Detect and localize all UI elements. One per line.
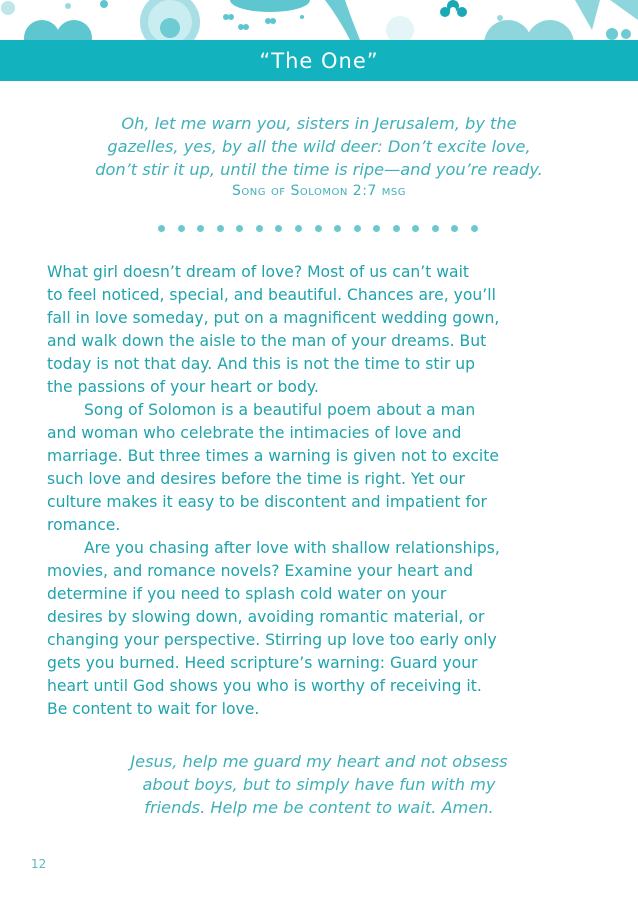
body-line: Are you chasing after love with shallow relationships, [84,539,500,557]
dot-icon [354,225,361,232]
dot-icon [412,225,419,232]
paragraph-3 [47,537,597,721]
body-line: to feel noticed, special, and beautiful. Chances are, you’ll [47,286,496,304]
heart-icon [223,14,304,30]
dot-icon [432,225,439,232]
chapter-title-banner [0,40,638,81]
dot-icon [295,225,302,232]
dot-icon [334,225,341,232]
body-line: culture makes it easy to be discontent and impatient for [47,493,487,511]
page-number: 12 [31,857,47,871]
dot-icon [197,225,204,232]
paragraph-2 [47,399,597,537]
dot-icon [373,225,380,232]
epigraph-quote [40,112,598,201]
decorative-header-pattern [0,0,638,40]
devotional-body [47,261,597,721]
chapter-title: “The One” [259,48,379,73]
body-line: Song of Solomon is a beautiful poem about a man [84,401,476,419]
dot-icon [236,225,243,232]
scripture-reference: Song of Solomon 2:7 msg [232,183,406,199]
dot-icon [178,225,185,232]
closing-prayer [60,750,578,819]
heart-icon [484,20,574,40]
prayer-line: Jesus, help me guard my heart and not obsess [130,752,508,771]
body-line: today is not that day. And this is not the time to stir up [47,355,475,373]
body-line: fall in love someday, put on a magnificent wedding gown, [47,309,500,327]
body-line: What girl doesn’t dream of love? Most of us can’t wait [47,263,470,281]
body-line: romance. [47,516,121,534]
body-line: determine if you need to splash cold water on your [47,585,447,603]
flower-icon [140,0,200,40]
prayer-line: friends. Help me be content to wait. Amen. [144,798,494,817]
body-line: marriage. But three times a warning is given not to excite [47,447,499,465]
dot-icon [451,225,458,232]
dot-icon [315,225,322,232]
dotted-divider [158,225,478,235]
body-line: such love and desires before the time is right. Yet our [47,470,465,488]
dot-icon [471,225,478,232]
dot-icon [158,225,165,232]
flower-icon [440,0,467,17]
body-line: the passions of your heart or body. [47,378,319,396]
dot-icon [256,225,263,232]
paragraph-1 [47,261,597,399]
heart-icon [24,20,92,40]
body-line: desires by slowing down, avoiding romantic material, or [47,608,485,626]
epigraph-line: don’t stir it up, until the time is ripe—and you’re ready. [95,160,543,179]
dot-icon [1,1,15,15]
body-line: movies, and romance novels? Examine your heart and [47,562,473,580]
dot-icon [275,225,282,232]
epigraph-line: Oh, let me warn you, sisters in Jerusalem, by the [121,114,517,133]
body-line: Be content to wait for love. [47,700,260,718]
body-line: changing your perspective. Stirring up love too early only [47,631,497,649]
dot-icon [393,225,400,232]
body-line: heart until God shows you who is worthy of receiving it. [47,677,482,695]
prayer-line: about boys, but to simply have fun with my [142,775,496,794]
body-line: gets you burned. Heed scripture’s warning: Guard your [47,654,478,672]
epigraph-line: gazelles, yes, by all the wild deer: Don’t excite love, [107,137,531,156]
body-line: and walk down the aisle to the man of your dreams. But [47,332,487,350]
dot-icon [217,225,224,232]
body-line: and woman who celebrate the intimacies of love and [47,424,462,442]
